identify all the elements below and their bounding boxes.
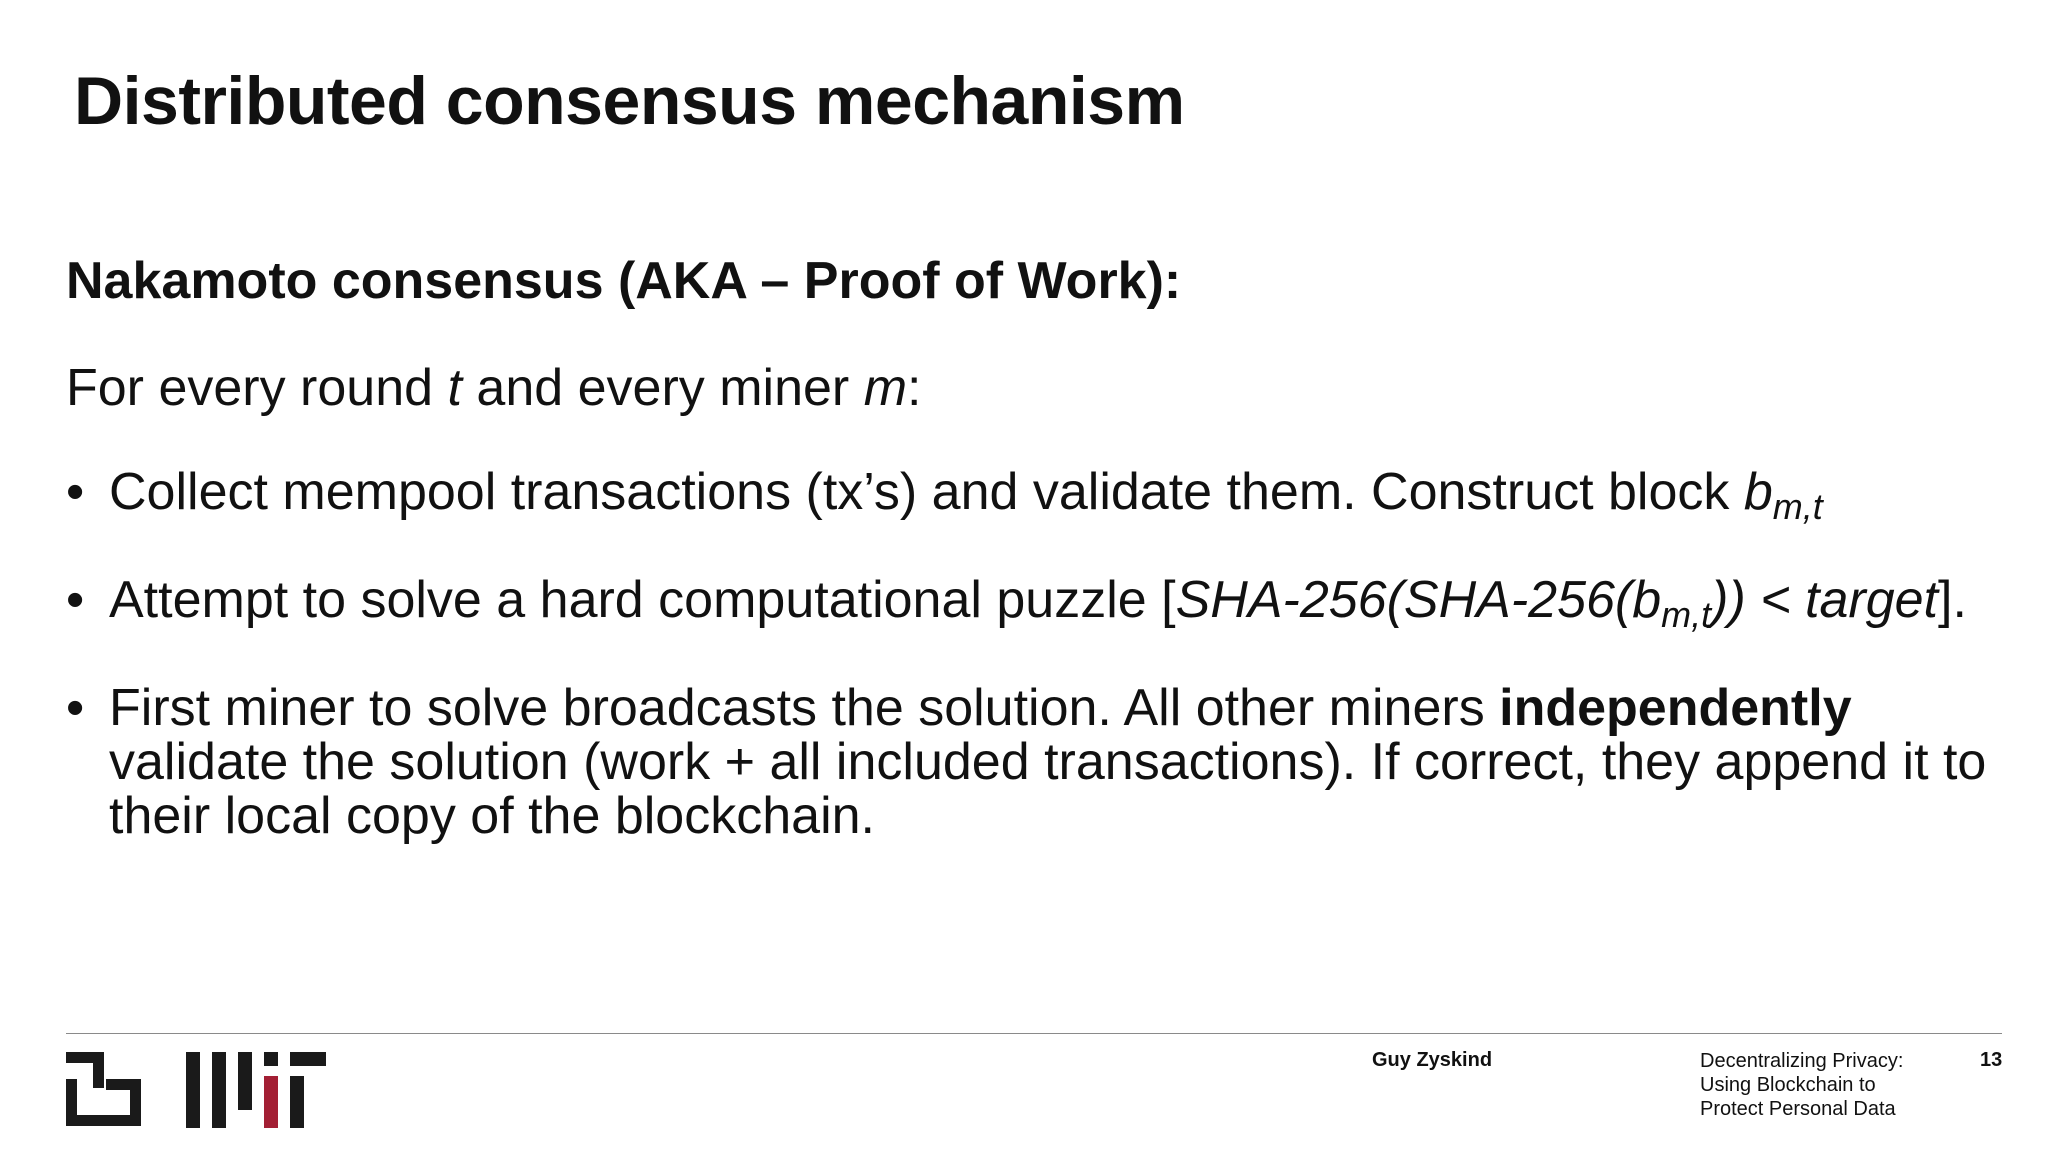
intro-suffix: : [907,359,922,417]
mit-logo-accent [264,1076,278,1128]
bullet-text: Collect mempool transactions (tx’s) and validate them. Construct block [109,463,1744,521]
bullet-text: First miner to solve broadcasts the solution. All other miners [109,679,1500,737]
round-variable: t [447,359,462,417]
bullet-broadcast-solution [66,681,2006,843]
bullet-suffix: ]. [1938,571,1967,629]
footer-divider [66,1033,2002,1034]
intro-prefix: For every round [66,359,448,417]
emphasis-text: independently [1499,679,1852,737]
footer-title-line: Using Blockchain to [1700,1074,1876,1096]
section-subheading: Nakamoto consensus (AKA – Proof of Work): [66,252,1182,310]
intro-middle: and every miner [461,359,864,417]
block-subscript: m,t [1772,486,1823,527]
block-variable: $b_{m,t}$ [1743,463,1823,527]
bullet-suffix: validate the solution (work + all included transactions). If correct, they append it to their local copy of the blockchain. [109,733,1987,845]
slide-title: Distributed consensus mechanism [74,63,1185,139]
footer-author: Guy Zyskind [1372,1049,1493,1071]
bullet-collect-transactions [66,463,2006,527]
media-lab-logo [66,1052,141,1126]
formula-subscript: m,t [1661,594,1712,635]
miner-variable: m [863,359,908,417]
bullet-solve-puzzle [66,571,2006,635]
footer-presentation-title [1700,1049,1940,1121]
footer-title-line: Decentralizing Privacy: [1700,1050,1904,1072]
page-number: 13 [1980,1049,2003,1071]
bullet-text: Attempt to solve a hard computational puzzle [ [109,571,1176,629]
intro-line [66,357,921,419]
footer-title-line: Protect Personal Data [1700,1098,1896,1120]
mit-logo [186,1052,326,1128]
bullet-list [66,465,2006,897]
puzzle-formula: SHA-$256(SHA-256(b_{m,t}))$ < target [1175,571,1939,635]
